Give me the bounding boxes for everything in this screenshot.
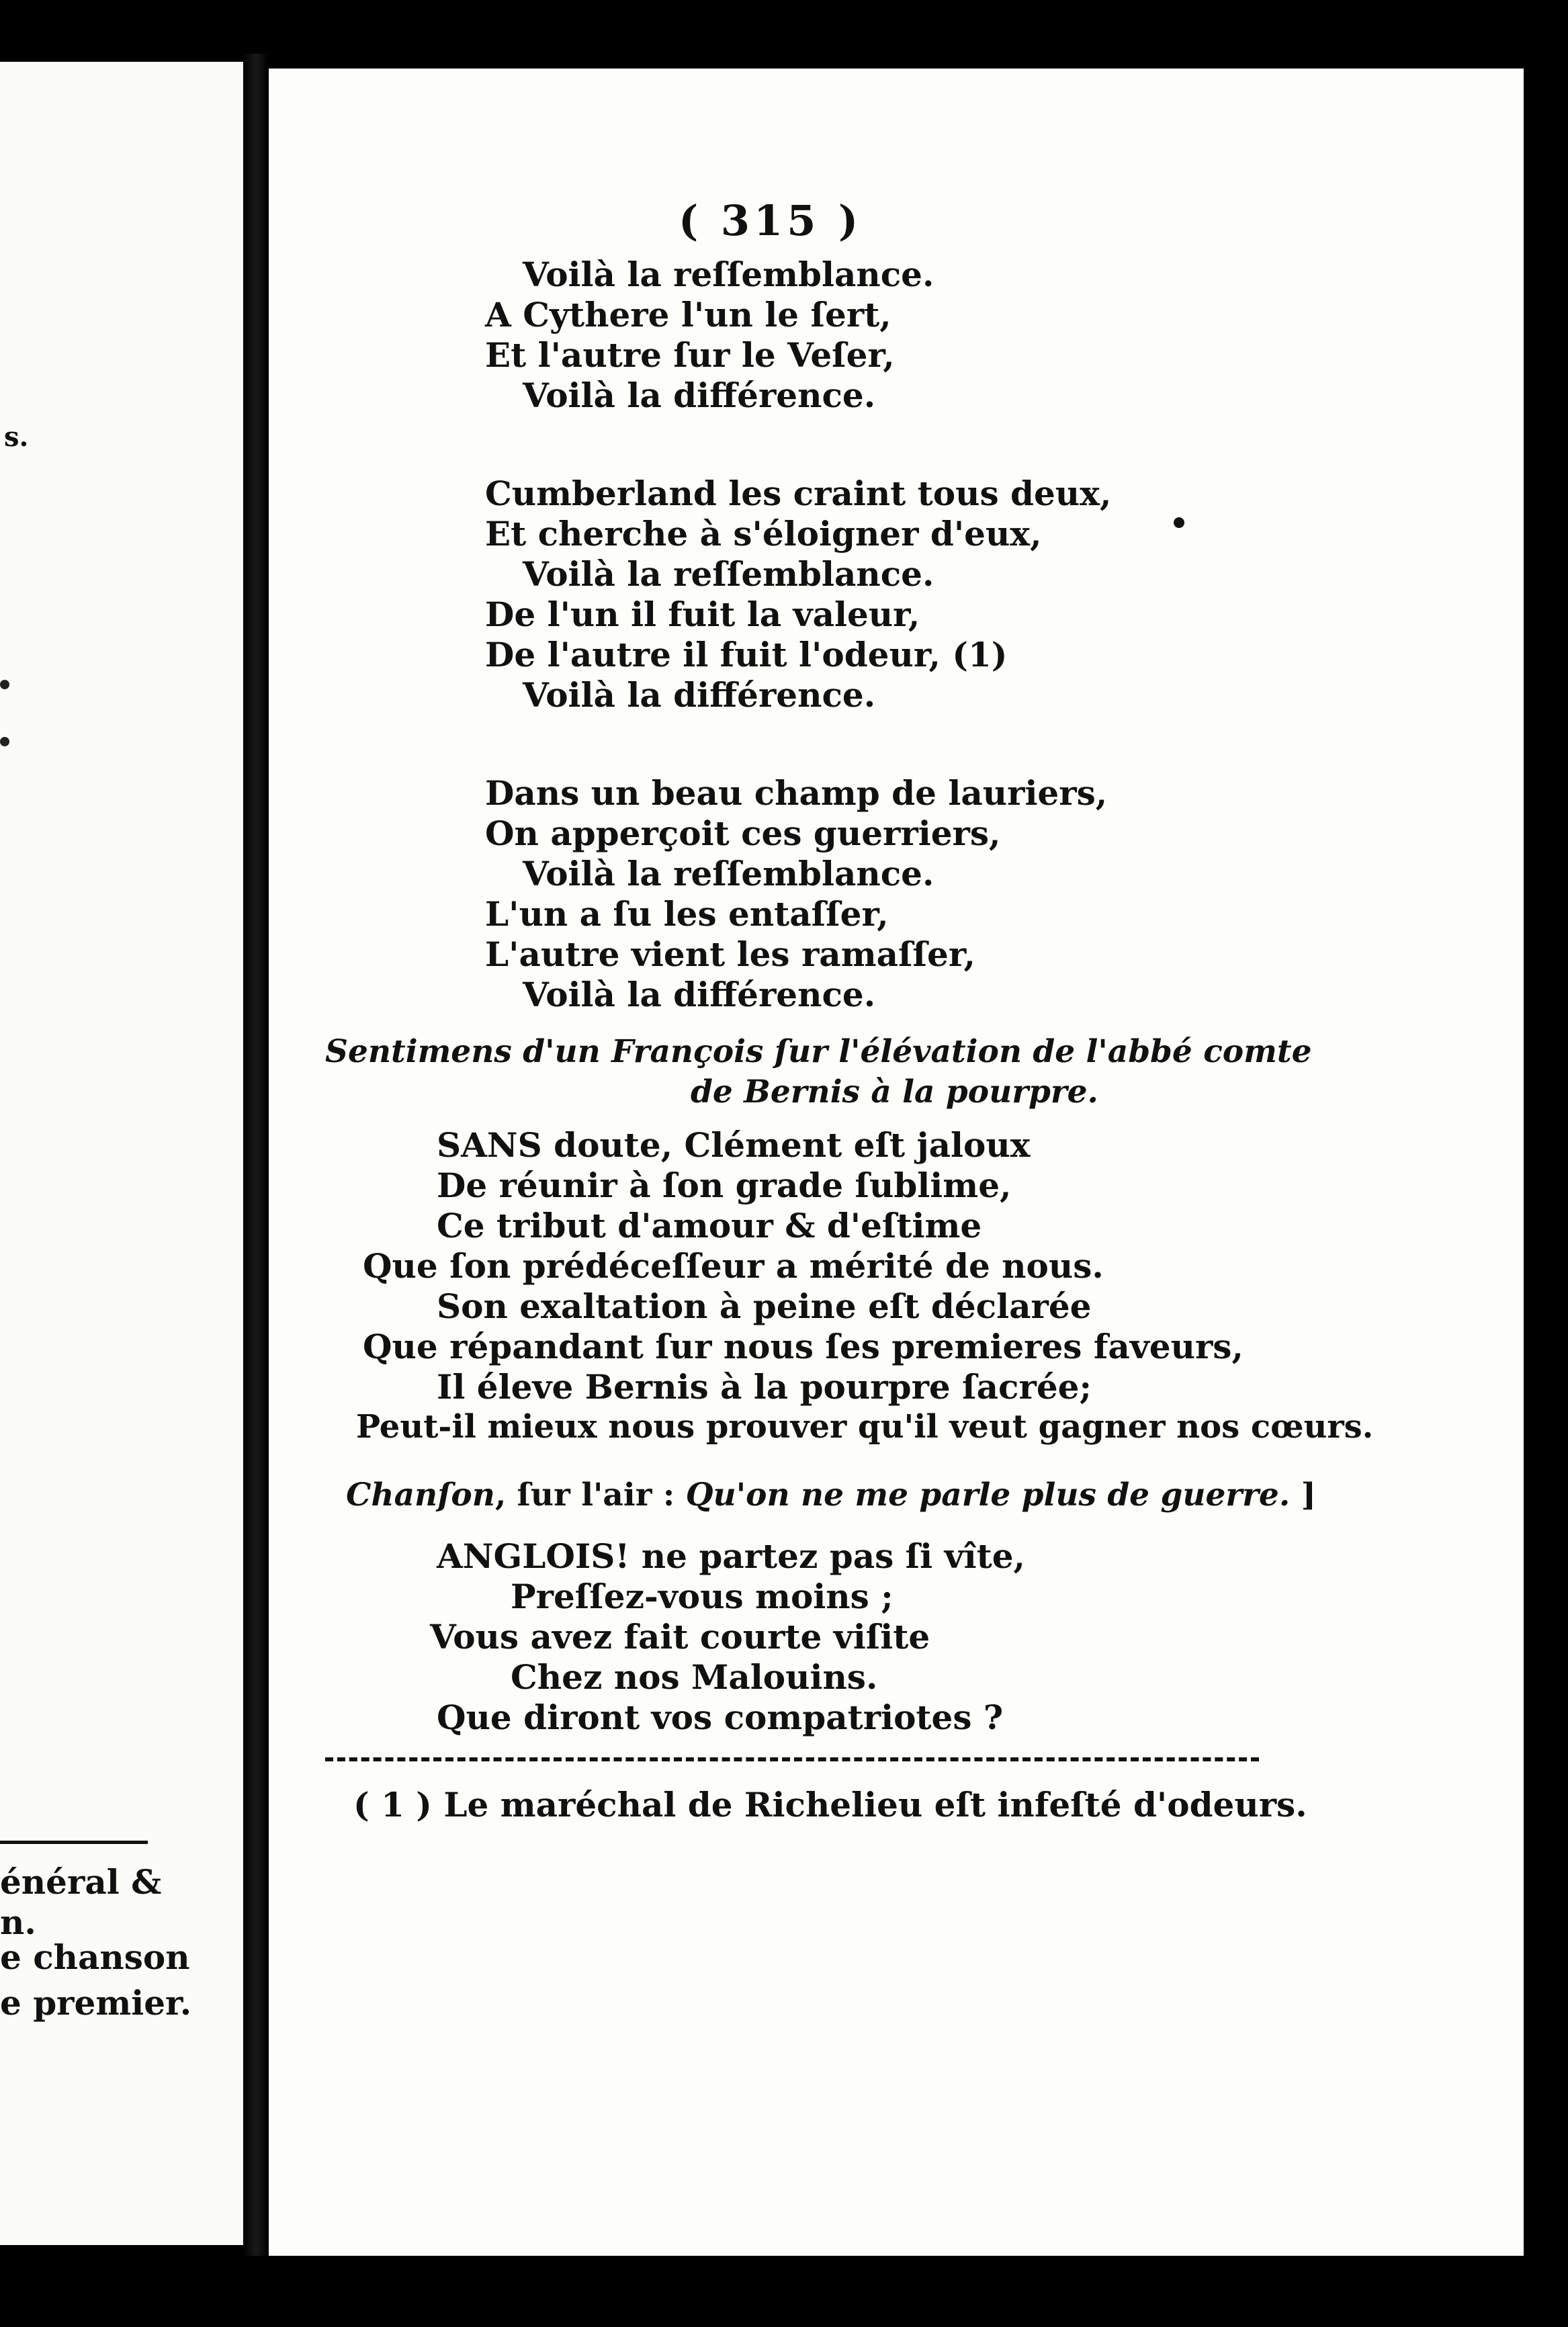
heading-mark: ] xyxy=(1301,1477,1316,1513)
verse-line: Voilà la reſſemblance. xyxy=(523,554,934,594)
verse-line: Son exaltation à peine eſt déclarée xyxy=(437,1286,1092,1326)
heading-text: , ſur l'air : xyxy=(494,1477,686,1513)
left-fragment: s. xyxy=(4,421,29,453)
verse-line: Que répandant ſur nous ſes premieres faveurs, xyxy=(363,1327,1244,1366)
left-rule xyxy=(0,1841,148,1844)
verse-line: Vous avez fait courte viſite xyxy=(430,1617,930,1657)
verse-line: De l'un il fuit la valeur, xyxy=(485,595,920,634)
verse-line: Voilà la reſſemblance. xyxy=(523,255,934,294)
verse-line: Et cherche à s'éloigner d'eux, xyxy=(485,514,1042,554)
verse-line: Chez nos Malouins. xyxy=(511,1657,878,1697)
verse-line: Voilà la différence. xyxy=(523,975,876,1014)
footnote: ( 1 ) Le maréchal de Richelieu eſt infeſté d'odeurs. xyxy=(353,1785,1307,1825)
verse-line: De l'autre il fuit l'odeur, (1) xyxy=(485,635,1008,674)
book-gutter xyxy=(243,54,269,2271)
verse-line: Il éleve Bernis à la pourpre ſacrée; xyxy=(437,1367,1092,1407)
page-number: ( 315 ) xyxy=(679,196,863,245)
left-fragment: e chanson xyxy=(0,1937,190,1977)
left-fragment: e premier. xyxy=(0,1983,192,2023)
verse-line: Voilà la différence. xyxy=(523,376,876,415)
book-page xyxy=(269,69,1524,2256)
verse-line: Cumberland les craint tous deux, xyxy=(485,474,1112,513)
heading-tune: Qu'on ne me parle plus de guerre. xyxy=(685,1477,1291,1513)
ink-dot xyxy=(0,737,9,746)
verse-line: Ce tribut d'amour & d'eſtime xyxy=(437,1206,982,1245)
ink-dot xyxy=(0,680,9,689)
verse-line: L'autre vient les ramaſſer, xyxy=(485,934,975,974)
section-heading xyxy=(346,1479,1316,1511)
verse-line: On apperçoit ces guerriers, xyxy=(485,814,1001,853)
section-heading: de Bernis à la pourpre. xyxy=(691,1073,1098,1110)
verse-line: De réunir à ſon grade ſublime, xyxy=(437,1166,1012,1205)
footnote-rule xyxy=(325,1757,1259,1761)
verse-line: Dans un beau champ de lauriers, xyxy=(485,773,1108,813)
left-fragment: n. xyxy=(0,1902,36,1942)
right-edge xyxy=(1524,60,1568,2277)
ink-dot xyxy=(1174,517,1184,528)
verse-line: Voilà la différence. xyxy=(523,675,876,715)
verse-line: A Cythere l'un le ſert, xyxy=(485,295,891,335)
verse-line: ANGLOIS! ne partez pas ſi vîte, xyxy=(437,1536,1025,1576)
verse-line: Peut-il mieux nous prouver qu'il veut gagner nos cœurs. xyxy=(356,1408,1374,1446)
verse-line: Que ſon prédéceſſeur a mérité de nous. xyxy=(363,1246,1104,1286)
verse-line: L'un a ſu les entaſſer, xyxy=(485,894,889,934)
page-bottom-shadow xyxy=(0,2256,1568,2327)
left-page-edge xyxy=(0,62,243,2245)
verse-line: SANS doute, Clément eſt jaloux xyxy=(437,1125,1031,1165)
verse-line: Que diront vos compatriotes ? xyxy=(437,1698,1004,1737)
verse-line: Et l'autre ſur le Veſer, xyxy=(485,335,895,375)
verse-line: Voilà la reſſemblance. xyxy=(523,854,934,893)
left-fragment: énéral & xyxy=(0,1862,162,1902)
verse-line: Preſſez-vous moins ; xyxy=(511,1577,894,1616)
section-heading: Sentimens d'un François ſur l'élévation de l'abbé comte xyxy=(325,1033,1312,1070)
heading-word: Chanſon xyxy=(346,1477,495,1513)
